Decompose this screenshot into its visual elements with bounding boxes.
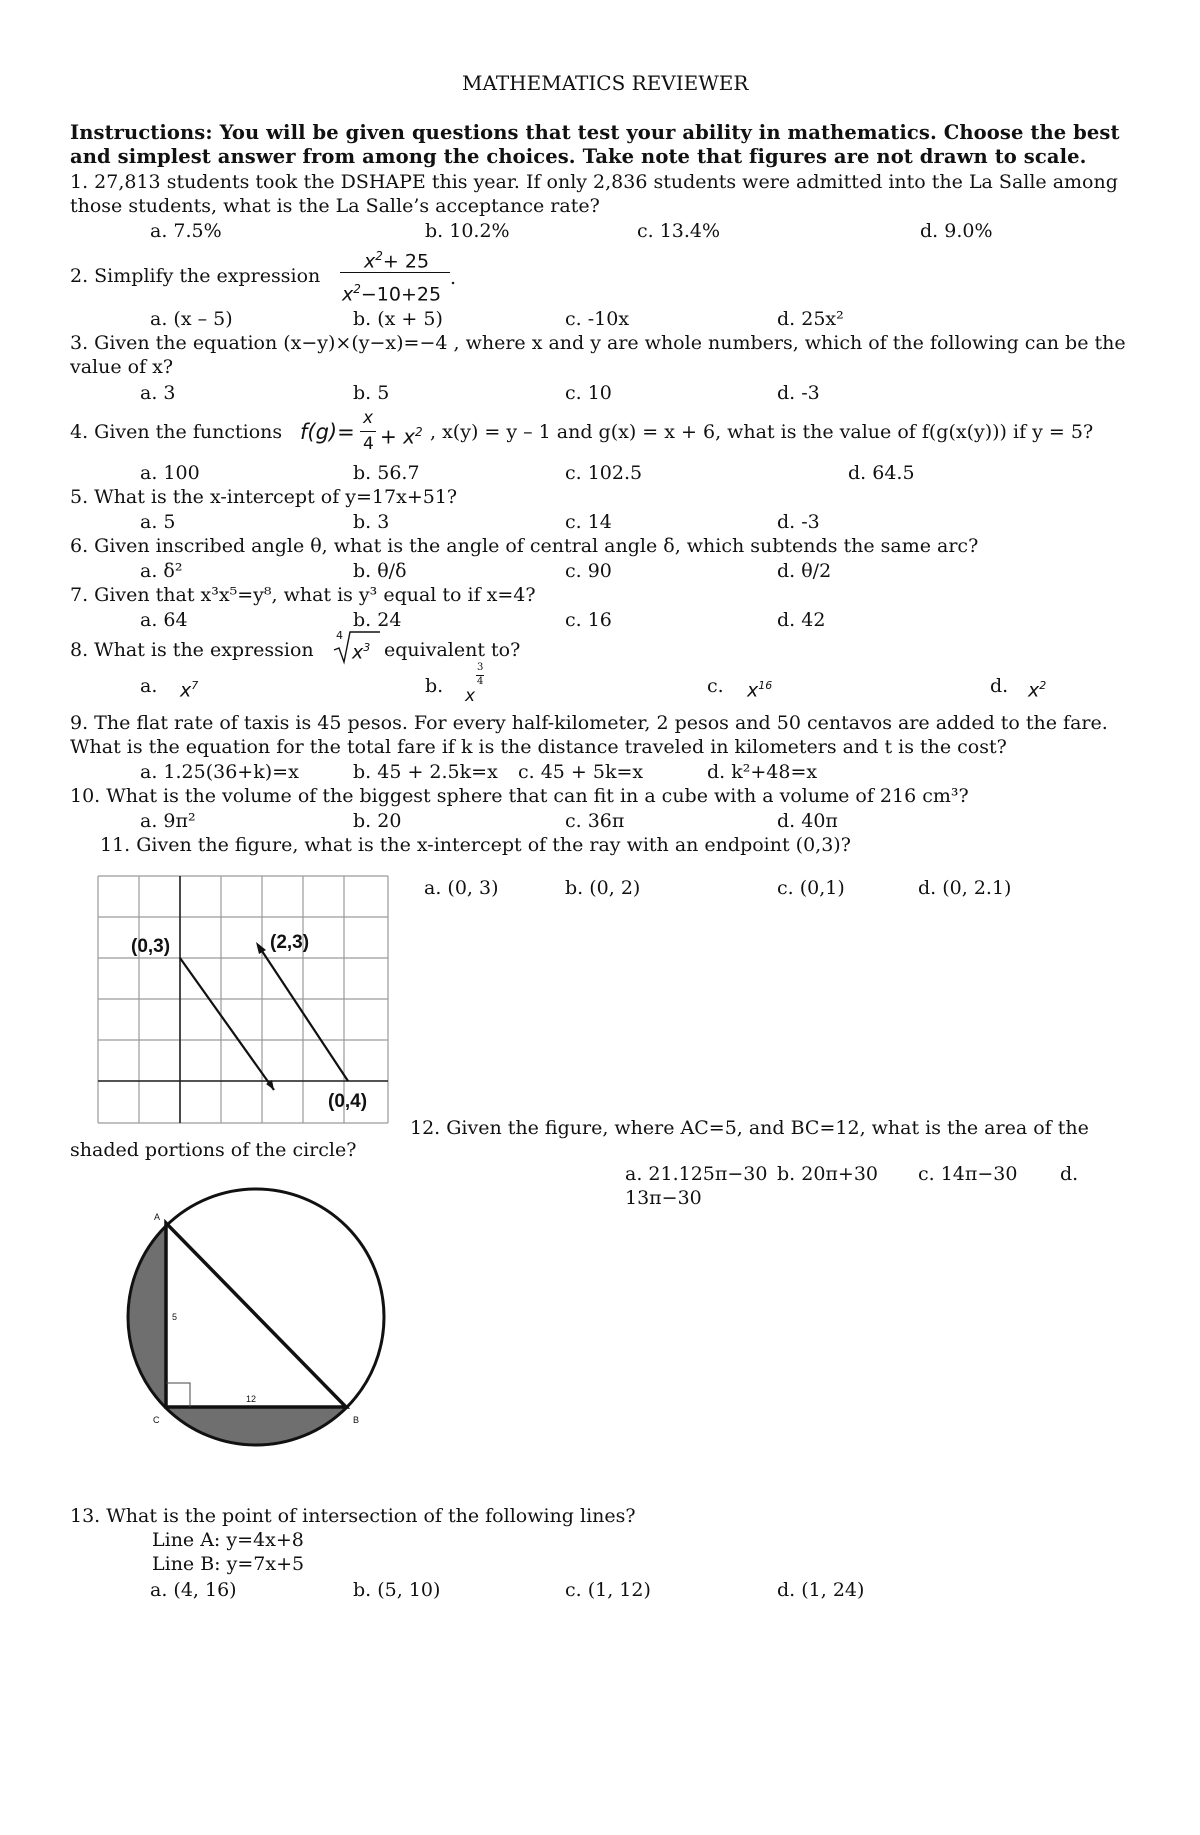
question-13-choice-b[interactable]: b. (5, 10) [353,1579,441,1601]
question-4-choice-b[interactable]: b. 56.7 [353,462,420,484]
question-4-text-prefix: 4. Given the functions [70,421,283,443]
q8-b-base: x [465,686,476,706]
question-4-text-suffix: , x(y) = y – 1 and g(x) = x + 6, what is the value of f(g(x(y))) if y = 5? [430,421,1094,443]
question-12-text-line-1: 12. Given the figure, where AC=5, and BC=12, what is the area of the [410,1117,1089,1139]
q8-a-base: x [180,679,192,702]
question-11-choice-c[interactable]: c. (0,1) [777,877,845,899]
question-8-choice-a[interactable] [140,672,220,704]
question-6-choice-a[interactable]: a. δ² [140,560,183,582]
q2-num-rest: + 25 [382,250,430,273]
q2-den-rest: −10+25 [360,283,442,306]
question-7-text: 7. Given that x³x⁵=y⁸, what is y³ equal to if x=4? [70,584,536,606]
question-4-choice-a[interactable]: a. 100 [140,462,200,484]
question-9-choice-b[interactable]: b. 45 + 2.5k=x [353,761,498,783]
question-1-text-line-2: those students, what is the La Salle’s acceptance rate? [70,195,600,217]
question-13-line-b: Line B: y=7x+5 [152,1553,305,1575]
question-2-choice-a[interactable]: a. (x – 5) [150,308,233,330]
question-1-choice-c[interactable]: c. 13.4% [637,220,721,242]
question-2-text: 2. Simplify the expression [70,265,321,287]
question-1-choice-b[interactable]: b. 10.2% [425,220,510,242]
question-8-text-prefix: 8. What is the expression [70,639,314,661]
question-12-choice-d-label[interactable]: d. [1060,1163,1079,1185]
instructions-line-1: Instructions: You will be given questions that test your ability in mathematics. Choose the best [70,121,1120,144]
q8-a-label: a. [140,675,158,697]
q8-c-label: c. [707,675,724,697]
question-8-choice-d[interactable] [990,672,1070,704]
question-9-text-line-1: 9. The flat rate of taxis is 45 pesos. For every half-kilometer, 2 pesos and 50 centavos are added to the fare. [70,712,1108,734]
question-2-fraction [338,244,458,306]
question-12-text-line-2: shaded portions of the circle? [70,1139,357,1161]
question-5-choice-d[interactable]: d. -3 [777,511,820,533]
q4-fn-tail-exp: 2 [414,425,423,439]
q8-c-base: x [747,679,759,702]
q8-b-exp-den: 4 [477,676,484,687]
q8-d-exp: 2 [1039,679,1047,692]
side-label-bc: 12 [246,1394,257,1404]
question-13-line-a: Line A: y=4x+8 [152,1529,304,1551]
instructions-line-2: and simplest answer from among the choices. Take note that figures are not drawn to scale. [70,145,1087,168]
question-13-choice-c[interactable]: c. (1, 12) [565,1579,651,1601]
question-9-text-line-2: What is the equation for the total fare if k is the distance traveled in kilometers and t is the cost? [70,736,1007,758]
question-6-choice-d[interactable]: d. θ/2 [777,560,832,582]
q2-den-base: x [342,283,354,306]
question-10-choice-c[interactable]: c. 36π [565,810,625,832]
question-4-choice-c[interactable]: c. 102.5 [565,462,643,484]
question-7-choice-a[interactable]: a. 64 [140,609,188,631]
question-3-text-line-1: 3. Given the equation (x−y)×(y−x)=−4 , where x and y are whole numbers, which of the following can be the [70,332,1126,354]
question-11-text: 11. Given the figure, what is the x-intercept of the ray with an endpoint (0,3)? [100,834,851,856]
q8-root-index: 4 [336,629,343,642]
q2-trailing: . [450,267,457,289]
question-8-choice-b[interactable] [425,664,505,708]
segment-arrowhead-icon [256,942,266,954]
question-8-choice-c[interactable] [707,672,797,704]
question-11-choice-b[interactable]: b. (0, 2) [565,877,641,899]
q8-c-exp: 16 [758,679,773,692]
question-10-text: 10. What is the volume of the biggest sphere that can fit in a cube with a volume of 216 cm³? [70,785,969,807]
question-11-choice-a[interactable]: a. (0, 3) [424,877,499,899]
grid-lines [98,876,388,1123]
point-label-2-3: (2,3) [270,932,310,953]
question-11-choice-d[interactable]: d. (0, 2.1) [918,877,1012,899]
vertex-label-a: A [154,1212,161,1222]
question-12-choice-d-value[interactable]: 13π−30 [625,1187,702,1209]
question-5-text: 5. What is the x-intercept of y=17x+51? [70,486,458,508]
question-9-choice-d[interactable]: d. k²+48=x [707,761,818,783]
question-8-text-suffix: equivalent to? [384,639,521,661]
q2-num-base: x [364,250,376,273]
vertex-label-c: C [153,1415,160,1425]
question-3-choice-d[interactable]: d. -3 [777,382,820,404]
question-4-function [300,404,430,458]
segment-2-3-to-0-4 [260,948,348,1081]
question-9-choice-c[interactable]: c. 45 + 5k=x [518,761,644,783]
question-5-choice-a[interactable]: a. 5 [140,511,176,533]
question-12-choice-c[interactable]: c. 14π−30 [918,1163,1018,1185]
question-2-choice-b[interactable]: b. (x + 5) [353,308,443,330]
question-1-text-line-1: 1. 27,813 students took the DSHAPE this year. If only 2,836 students were admitted into the La Salle among [70,171,1118,193]
question-3-choice-b[interactable]: b. 5 [353,382,390,404]
question-1-choice-d[interactable]: d. 9.0% [920,220,993,242]
q2-num-exp: 2 [375,249,383,263]
question-10-choice-b[interactable]: b. 20 [353,810,402,832]
question-3-text-line-2: value of x? [70,356,174,378]
question-7-choice-b[interactable]: b. 24 [353,609,402,631]
question-13-choice-a[interactable]: a. (4, 16) [150,1579,237,1601]
question-13-choice-d[interactable]: d. (1, 24) [777,1579,865,1601]
question-8-radical [332,628,382,668]
question-3-choice-a[interactable]: a. 3 [140,382,176,404]
q2-den-exp: 2 [353,282,361,296]
question-7-choice-c[interactable]: c. 16 [565,609,612,631]
question-10-choice-d[interactable]: d. 40π [777,810,838,832]
question-6-text: 6. Given inscribed angle θ, what is the angle of central angle δ, which subtends the same arc? [70,535,979,557]
question-5-choice-b[interactable]: b. 3 [353,511,390,533]
q4-fn-lhs: f(g)= [300,420,355,444]
side-label-ac: 5 [172,1312,178,1322]
question-4-choice-d[interactable]: d. 64.5 [848,462,915,484]
vertex-label-b: B [353,1415,360,1425]
point-label-0-4: (0,4) [328,1091,368,1112]
q8-a-exp: 7 [191,679,199,692]
q8-b-exp-num: 3 [477,662,484,673]
page-title: MATHEMATICS REVIEWER [462,71,749,95]
question-10-choice-a[interactable]: a. 9π² [140,810,196,832]
question-6-choice-c[interactable]: c. 90 [565,560,612,582]
question-13-text: 13. What is the point of intersection of the following lines? [70,1505,636,1527]
q8-root-base: x [352,641,364,664]
q4-fn-num: x [363,408,374,428]
q8-d-base: x [1028,679,1040,702]
question-5-choice-c[interactable]: c. 14 [565,511,612,533]
question-3-choice-c[interactable]: c. 10 [565,382,612,404]
q4-fn-den: 4 [363,434,374,454]
q4-fn-tail: + x [380,424,415,449]
question-12-choice-b[interactable]: b. 20π+30 [777,1163,879,1185]
question-6-choice-b[interactable]: b. θ/δ [353,560,407,582]
question-1-choice-a[interactable]: a. 7.5% [150,220,222,242]
q8-b-label: b. [425,675,444,697]
q2-fraction-bar [340,272,450,273]
ray-from-0-3 [180,958,274,1090]
question-9-choice-a[interactable]: a. 1.25(36+k)=x [140,761,299,783]
q8-root-exp: 3 [363,641,371,654]
question-2-choice-c[interactable]: c. -10x [565,308,630,330]
q8-d-label: d. [990,675,1009,697]
question-12-choice-a[interactable]: a. 21.125π−30 [625,1163,768,1185]
question-2-choice-d[interactable]: d. 25x² [777,308,844,330]
question-12-figure [106,1180,396,1460]
point-label-0-3: (0,3) [131,936,171,957]
question-11-figure [96,874,390,1126]
question-7-choice-d[interactable]: d. 42 [777,609,826,631]
